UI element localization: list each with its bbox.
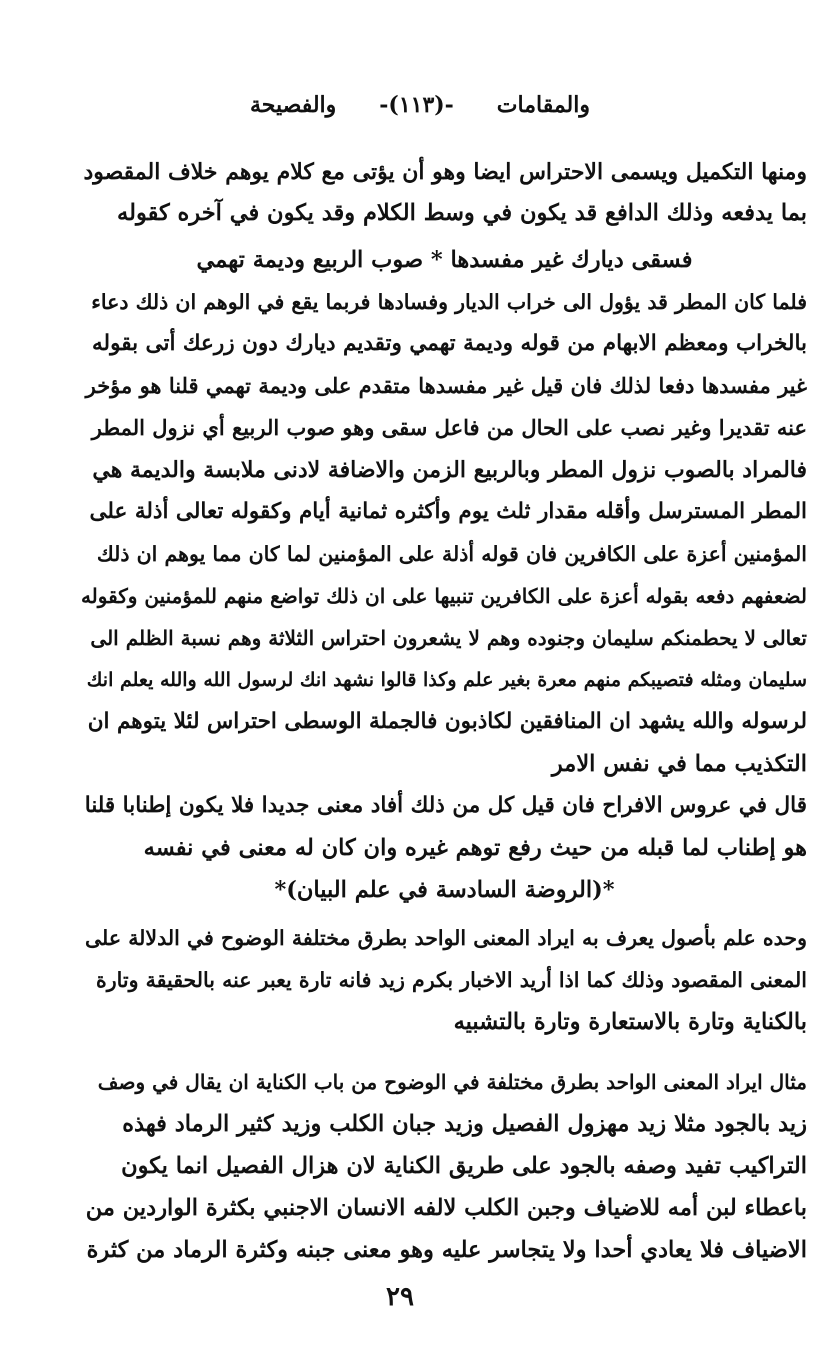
text-line: التكذيب مما في نفس الامر: [551, 751, 807, 777]
header-left-text: والفصيحة: [250, 92, 337, 118]
text-line: عنه تقديرا وغير نصب على الحال من فاعل سقى وهو صوب الربيع أي نزول المطر: [91, 415, 807, 440]
text-line: المؤمنين أعزة على الكافرين فان قوله أذلة على المؤمنين لما كان مما يوهم ان ذلك: [96, 542, 807, 566]
text-line: الاضياف فلا يعادي أحدا ولا يتجاسر عليه وهو معنى جبنه وكثرة الرماد من كثرة: [86, 1237, 807, 1263]
text-line: هو إطناب لما قبله من حيث رفع توهم غيره وان كان له معنى في نفسه: [143, 835, 807, 861]
text-line: ومنها التكميل ويسمى الاحتراس ايضا وهو أن يؤتى مع كلام يوهم خلاف المقصود: [83, 159, 807, 185]
text-line: بالخراب ومعظم الابهام من قوله وديمة تهمي وتقديم ديارك دون زرعك أتى بقوله: [92, 331, 807, 356]
text-line: التراكيب تفيد وصفه بالجود على طريق الكناية لان هزال الفصيل انما يكون: [121, 1153, 807, 1179]
running-header: [250, 92, 590, 132]
text-line: لضعفهم دفعه بقوله أعزة على الكافرين تنبيها على ان ذلك تواضع منهم للمؤمنين وكقوله: [80, 584, 807, 608]
text-line: تعالى لا يحطمنكم سليمان وجنوده وهم لا يشعرون احتراس الثلاثة وهم نسبة الظلم الى: [90, 626, 807, 650]
text-line: قال في عروس الافراح فان قيل كل من ذلك أفاد معنى جديدا فلا يكون إطنابا قلنا: [84, 793, 807, 818]
text-line: غير مفسدها دفعا لذلك فان قيل غير مفسدها متقدم على وديمة تهمي قلنا هو مؤخر: [85, 373, 807, 398]
text-line: باعطاء لبن أمه للاضياف وجبن الكلب لالفه الانسان الاجنبي بكثرة الواردين من: [85, 1195, 807, 1221]
text-line: المطر المسترسل وأقله مقدار ثلث يوم وأكثره ثمانية أيام وكقوله تعالى أذلة على: [89, 499, 807, 524]
page-number: ٢٩: [386, 1282, 414, 1312]
text-line: بالكناية وتارة بالاستعارة وتارة بالتشبيه: [453, 1009, 807, 1035]
header-page-marker: -(١١٣)-: [379, 92, 454, 118]
verse-line: فسقى ديارك غير مفسدها * صوب الربيع وديمة تهمي: [196, 247, 693, 273]
header-right-text: والمقامات: [496, 92, 590, 118]
text-line: لرسوله والله يشهد ان المنافقين لكاذبون فالجملة الوسطى احتراس لئلا يتوهم ان: [87, 709, 807, 734]
text-line: مثال ايراد المعنى الواحد بطرق مختلفة في الوضوح من باب الكناية ان يقال في وصف: [97, 1070, 807, 1094]
text-line: فلما كان المطر قد يؤول الى خراب الديار وفسادها فربما يقع في الوهم ان ذلك دعاء: [91, 290, 807, 314]
text-line: فالمراد بالصوب نزول المطر وبالربيع الزمن والاضافة لادنى ملابسة والديمة هي: [92, 457, 807, 483]
text-line: سليمان ومثله فتصيبكم منهم معرة بغير علم وكذا قالوا نشهد انك لرسول الله والله يعلم انك: [86, 669, 807, 691]
text-line: زيد بالجود مثلا زيد مهزول الفصيل وزيد جبان الكلب وزيد كثير الرماد فهذه: [122, 1111, 807, 1137]
section-heading: *(الروضة السادسة في علم البيان)*: [274, 877, 615, 903]
text-line: المعنى المقصود وذلك كما اذا أريد الاخبار بكرم زيد فانه تارة يعبر عنه بالحقيقة وتارة: [96, 968, 807, 992]
text-line: بما يدفعه وذلك الدافع قد يكون في وسط الكلام وقد يكون في آخره كقوله: [117, 200, 807, 226]
text-line: وحده علم بأصول يعرف به ايراد المعنى الواحد بطرق مختلفة الوضوح في الدلالة على: [84, 926, 807, 950]
